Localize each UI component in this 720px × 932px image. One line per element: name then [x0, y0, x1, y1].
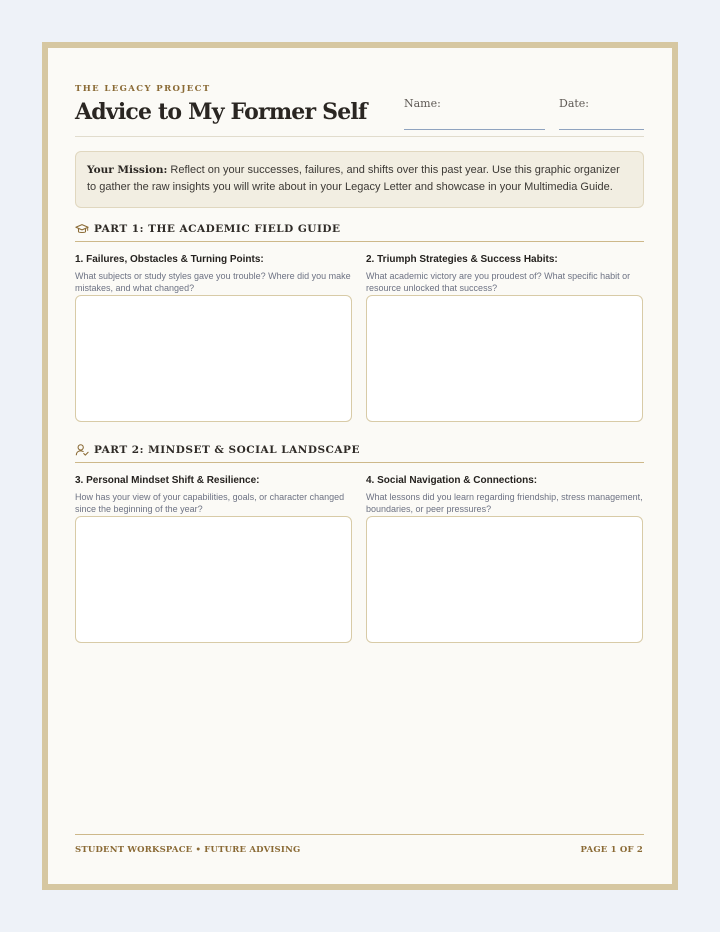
question-1 [75, 253, 352, 294]
question-title: 1. Failures, Obstacles & Turning Points: [75, 254, 264, 265]
question-title: 4. Social Navigation & Connections: [366, 475, 538, 486]
part2-heading [75, 445, 644, 463]
part1-heading [75, 224, 644, 242]
answer-box-1[interactable] [75, 295, 352, 422]
header-divider [75, 136, 644, 137]
answer-box-2[interactable] [366, 295, 643, 422]
footer-left-text: STUDENT WORKSPACE • FUTURE ADVISING [75, 845, 301, 855]
user-check-icon [75, 443, 89, 457]
date-label: Date: [559, 97, 590, 110]
name-input-line[interactable] [404, 129, 545, 130]
question-prompt: What academic victory are you proudest of? What specific habit or resource unlocked that success? [366, 271, 631, 293]
date-field[interactable] [559, 97, 589, 110]
page-title: Advice to My Former Self [75, 99, 367, 125]
date-input-line[interactable] [559, 129, 644, 130]
project-kicker: THE LEGACY PROJECT [75, 84, 211, 94]
footer-divider [75, 834, 644, 835]
part2-heading-text: PART 2: MINDSET & SOCIAL LANDSCAPE [94, 444, 360, 456]
name-field[interactable] [404, 97, 441, 110]
name-label: Name: [404, 97, 441, 110]
answer-box-4[interactable] [366, 516, 643, 643]
page-number: PAGE 1 OF 2 [580, 845, 643, 855]
question-title: 3. Personal Mindset Shift & Resilience: [75, 475, 260, 486]
worksheet-content [75, 48, 643, 884]
question-4 [366, 474, 643, 515]
question-title: 2. Triumph Strategies & Success Habits: [366, 254, 558, 265]
question-2 [366, 253, 643, 294]
question-prompt: How has your view of your capabilities, goals, or character changed since the beginning of the year? [75, 492, 345, 514]
mission-label: Your Mission: [87, 164, 168, 176]
mission-text: Reflect on your successes, failures, and shifts over this past year. Use this graphic organizer to gather the raw insights you will write about in your Legacy Letter and showcase in your Multimedia Guide. [87, 164, 620, 193]
question-prompt: What subjects or study styles gave you trouble? Where did you make mistakes, and what changed? [75, 271, 351, 293]
part1-heading-text: PART 1: THE ACADEMIC FIELD GUIDE [94, 223, 341, 235]
mission-callout [75, 151, 644, 208]
question-3 [75, 474, 352, 515]
graduation-cap-icon [75, 222, 89, 236]
worksheet-page [42, 42, 678, 890]
question-prompt: What lessons did you learn regarding friendship, stress management, boundaries, or peer pressures? [366, 492, 643, 514]
answer-box-3[interactable] [75, 516, 352, 643]
